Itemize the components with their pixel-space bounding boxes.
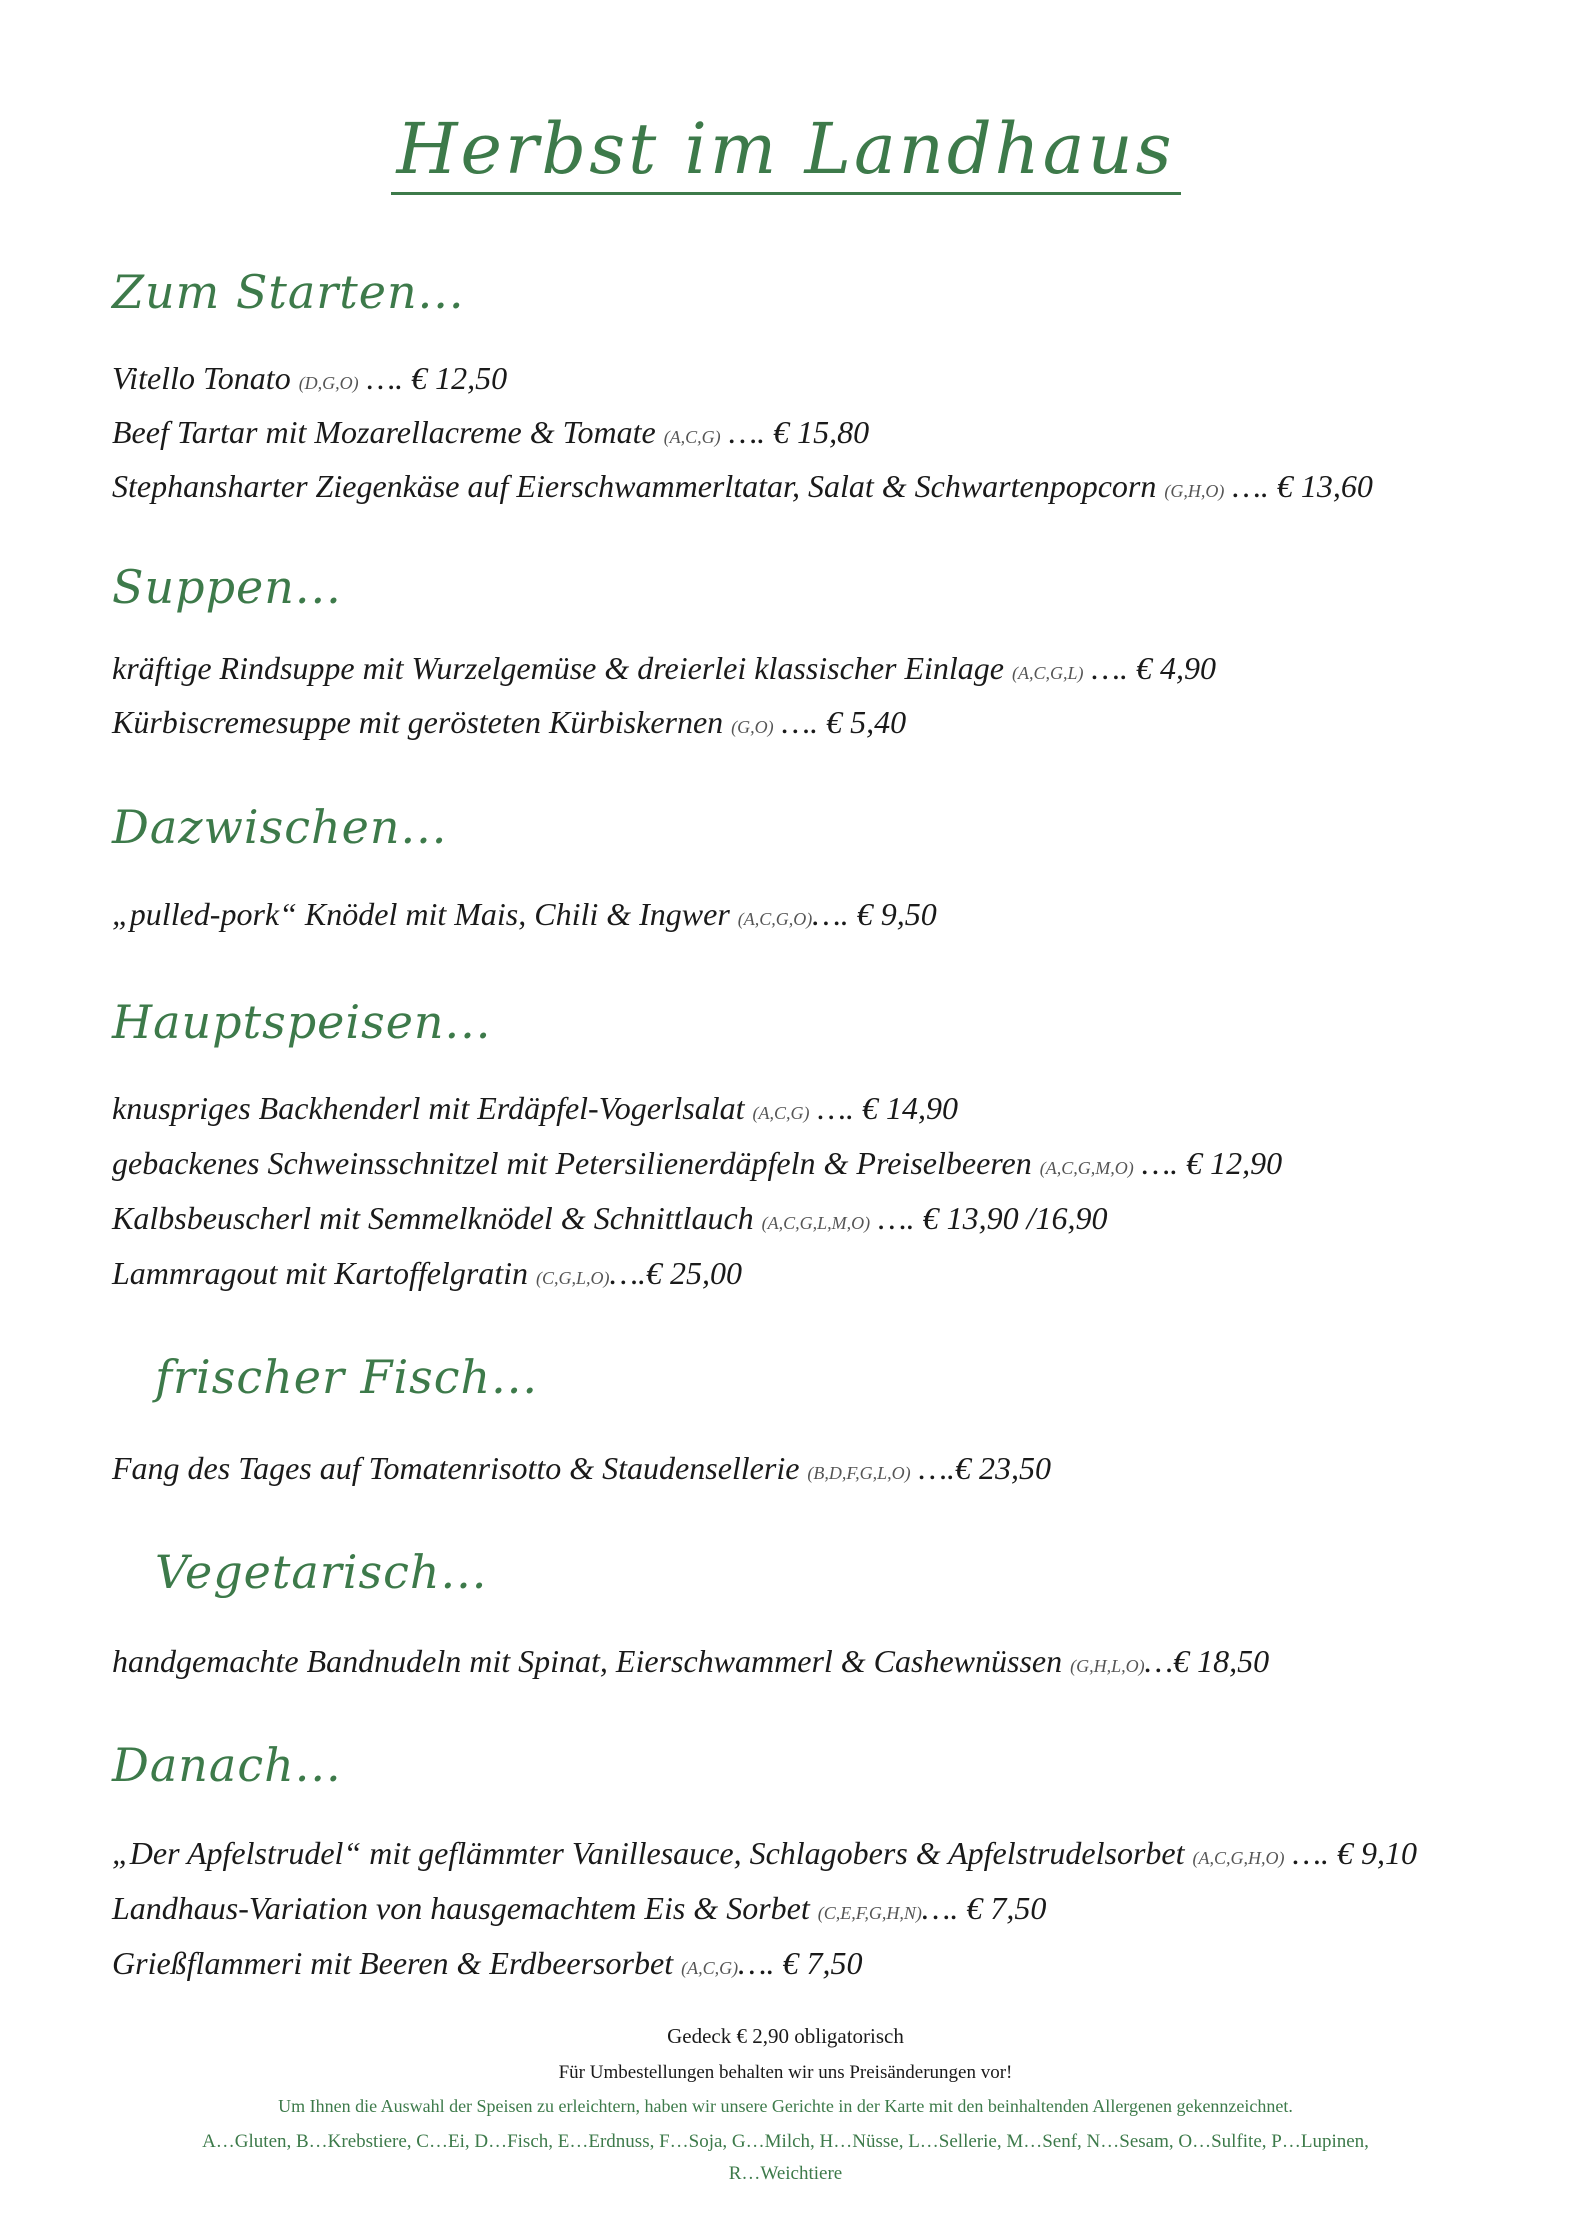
section-heading-starters: Zum Starten... bbox=[112, 265, 465, 319]
item-price: …. € 12,50 bbox=[358, 360, 508, 396]
allergen-legend: A…Gluten, B…Krebstiere, C…Ei, D…Fisch, E…Erdnuss, F…Soja, G…Milch, H…Nüsse, L…Sellerie, M…Senf, N…Sesam, O…Sulfite, P…Lupinen, bbox=[202, 2131, 1369, 2152]
allergen-codes: (A,C,G,M,O) bbox=[1039, 1158, 1134, 1178]
allergen-codes: (G,O) bbox=[731, 717, 774, 737]
section-heading-fish: frischer Fisch... bbox=[155, 1350, 539, 1404]
allergen-codes: (A,C,G,O) bbox=[737, 909, 813, 929]
price-change-note: Für Umbestellungen behalten wir uns Preisänderungen vor! bbox=[558, 2062, 1013, 2083]
item-price: …. € 5,40 bbox=[773, 704, 907, 740]
item-price: …. € 13,60 bbox=[1224, 468, 1373, 504]
item-price: ….€ 23,50 bbox=[910, 1450, 1052, 1486]
item-price: …. € 9,50 bbox=[812, 896, 937, 932]
item-price: …. € 7,50 bbox=[738, 1945, 863, 1981]
menu-item: Fang des Tages auf Tomatenrisotto & Staudensellerie (B,D,F,G,L,O) ….€ 23,50 bbox=[112, 1450, 1052, 1486]
menu-item: Kürbiscremesuppe mit gerösteten Kürbiskernen (G,O) …. € 5,40 bbox=[112, 704, 907, 740]
menu-item: handgemachte Bandnudeln mit Spinat, Eierschwammerl & Cashewnüssen (G,H,L,O)…€ 18,50 bbox=[112, 1643, 1270, 1679]
allergen-codes: (G,H,O) bbox=[1164, 481, 1225, 501]
item-price: …. € 14,90 bbox=[809, 1090, 958, 1126]
menu-item: Beef Tartar mit Mozarellacreme & Tomate (A,C,G) …. € 15,80 bbox=[112, 414, 870, 450]
menu-title: Herbst im Landhaus bbox=[0, 108, 1571, 190]
allergen-codes: (A,C,G,L) bbox=[1012, 663, 1084, 683]
item-price: …. € 12,90 bbox=[1133, 1145, 1283, 1181]
allergen-codes: (A,C,G,L,M,O) bbox=[761, 1213, 871, 1233]
item-price: ….€ 25,00 bbox=[609, 1255, 743, 1291]
item-price: …. € 13,90 /16,90 bbox=[870, 1200, 1108, 1236]
item-price: …. € 4,90 bbox=[1083, 650, 1216, 686]
allergen-codes: (A,C,G) bbox=[681, 1958, 739, 1978]
menu-item: Grießflammeri mit Beeren & Erdbeersorbet (A,C,G)…. € 7,50 bbox=[112, 1945, 863, 1981]
menu-item: Kalbsbeuscherl mit Semmelknödel & Schnittlauch (A,C,G,L,M,O) …. € 13,90 /16,90 bbox=[112, 1200, 1108, 1236]
menu-item: Lammragout mit Kartoffelgratin (C,G,L,O)….€ 25,00 bbox=[112, 1255, 743, 1291]
menu-item: kräftige Rindsuppe mit Wurzelgemüse & dreierlei klassischer Einlage (A,C,G,L) …. € 4,90 bbox=[112, 650, 1216, 686]
menu-item: knuspriges Backhenderl mit Erdäpfel-Vogerlsalat (A,C,G) …. € 14,90 bbox=[112, 1090, 958, 1126]
allergen-codes: (B,D,F,G,L,O) bbox=[807, 1463, 911, 1483]
allergen-codes: (A,C,G) bbox=[752, 1103, 810, 1123]
item-price: …. € 7,50 bbox=[921, 1890, 1047, 1926]
menu-item: „Der Apfelstrudel“ mit geflämmter Vanillesauce, Schlagobers & Apfelstrudelsorbet (A,C,G,H,O) …. € 9,10 bbox=[112, 1835, 1417, 1871]
section-heading-desserts: Danach... bbox=[112, 1738, 342, 1792]
menu-item: Vitello Tonato (D,G,O) …. € 12,50 bbox=[112, 360, 508, 396]
allergen-codes: (A,C,G) bbox=[663, 427, 721, 447]
allergen-codes: (D,G,O) bbox=[298, 373, 359, 393]
allergen-legend-continued: R…Weichtiere bbox=[728, 2163, 843, 2184]
menu-item: Landhaus-Variation von hausgemachtem Eis & Sorbet (C,E,F,G,H,N)…. € 7,50 bbox=[112, 1890, 1047, 1926]
menu-item: gebackenes Schweinsschnitzel mit Petersilienerdäpfeln & Preiselbeeren (A,C,G,M,O) …. € 12,90 bbox=[112, 1145, 1283, 1181]
allergen-codes: (G,H,L,O) bbox=[1070, 1656, 1145, 1676]
item-price: …. € 15,80 bbox=[720, 414, 870, 450]
allergen-codes: (A,C,G,H,O) bbox=[1192, 1848, 1285, 1868]
menu-item: „pulled-pork“ Knödel mit Mais, Chili & Ingwer (A,C,G,O)…. € 9,50 bbox=[112, 896, 937, 932]
menu-item: Stephansharter Ziegenkäse auf Eierschwammerltatar, Salat & Schwartenpopcorn (G,H,O) …. € 13,60 bbox=[112, 468, 1373, 504]
allergen-codes: (C,G,L,O) bbox=[536, 1268, 610, 1288]
item-price: …€ 18,50 bbox=[1144, 1643, 1270, 1679]
section-heading-between: Dazwischen... bbox=[112, 800, 448, 854]
cover-charge-note: Gedeck € 2,90 obligatorisch bbox=[667, 2024, 904, 2048]
section-heading-mains: Hauptspeisen... bbox=[112, 995, 492, 1049]
item-price: …. € 9,10 bbox=[1284, 1835, 1417, 1871]
allergen-info-note: Um Ihnen die Auswahl der Speisen zu erleichtern, haben wir unsere Gerichte in der Karte mit den beinhaltenden Allergenen gekennzeichnet. bbox=[278, 2096, 1293, 2116]
allergen-codes: (C,E,F,G,H,N) bbox=[817, 1903, 922, 1923]
section-heading-vegetarian: Vegetarisch... bbox=[155, 1545, 488, 1599]
section-heading-soups: Suppen... bbox=[112, 560, 342, 614]
